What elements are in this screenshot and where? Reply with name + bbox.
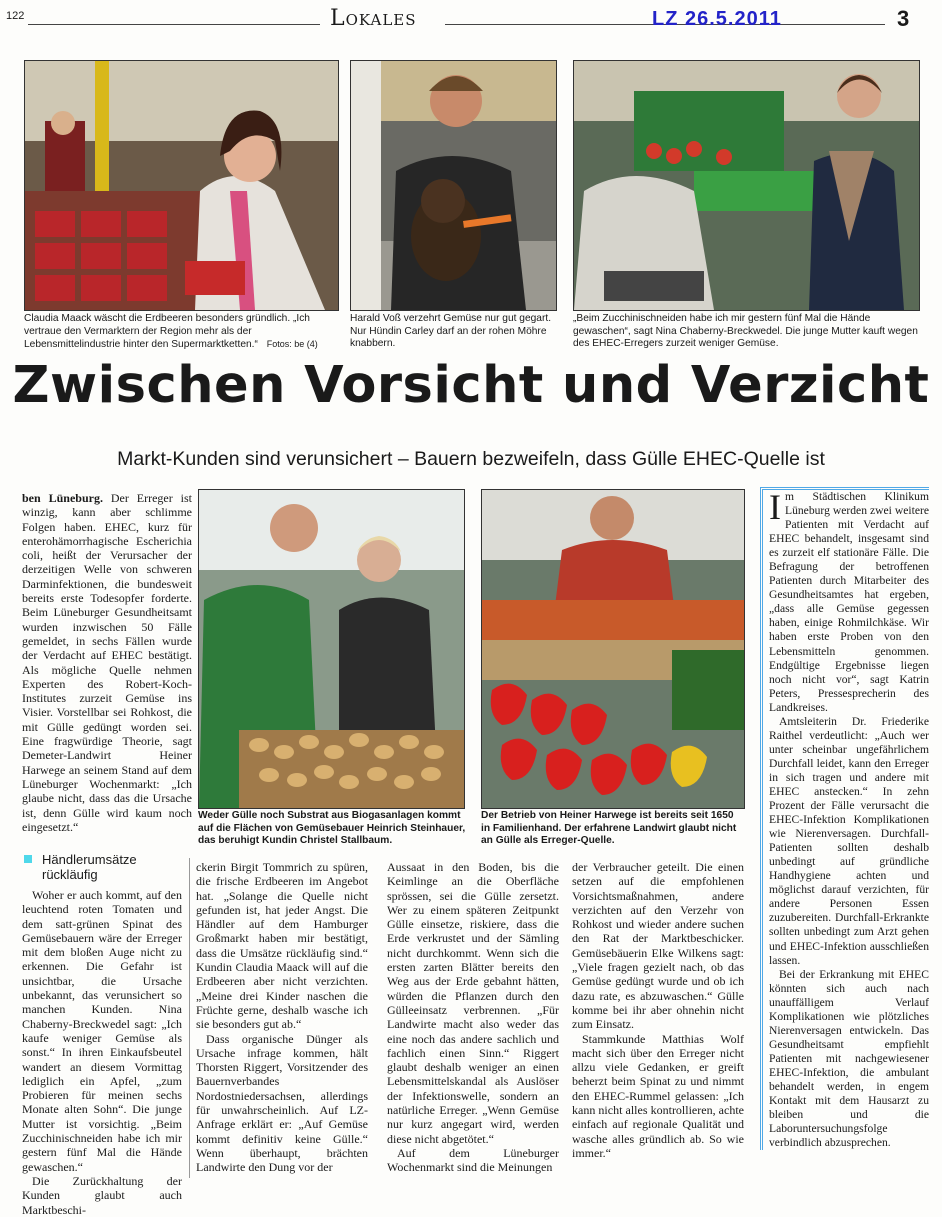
article-column-3 (387, 860, 559, 1175)
column-4-paragraph-2: Stammkunde Matthias Wolf macht sich über den Erreger nicht allzu viele Gedanken, er greift beherzt beim Spinat zu und nimmt den EHEC-Rummel gelassen: „Ich kann nicht alles kontrollieren, achte einfach auf regionale Qualität und wasche alles gründlich ab. So wie immer.“ (572, 1031, 744, 1160)
photo-dog (350, 60, 557, 311)
section-title: Lokales (330, 6, 417, 31)
photo-strawberries (24, 60, 339, 311)
column-1-paragraph-2: Die Zurückhaltung der Kunden glaubt auch Marktbeschi- (22, 1173, 182, 1217)
subheading: Händlerumsätze rückläufig (42, 852, 182, 882)
article-column-1 (22, 846, 182, 1217)
caption-dog: Harald Voß verzehrt Gemüse nur gut gegart. Nur Hündin Carley darf an der rohen Möhre knabbern. (350, 313, 552, 350)
column-3-paragraph-2: Auf dem Lüneburger Wochenmarkt sind die Meinungen (387, 1145, 559, 1175)
info-text-1: m Städtischen Klinikum Lüneburg werden zwei weitere Patienten mit Verdacht auf EHEC behandelt, insgesamt sind es zurzeit elf stationäre Fälle. Die Befragung der betroffenen Patienten durch Mitarbeiter des Gesundheitsamtes hat ergeben, „dass alle Gemüse gegessen haben, einige Rohmilchkäse. Wir haben erste Proben von den Lebensmitteln genommen. Endgültige Ergebnisse liegen noch nicht vor“, sagt Katrin Peters, Pressesprecherin des Landkreises. (769, 490, 929, 714)
caption-potatoes: Weder Gülle noch Substrat aus Biogasanlagen kommt auf die Flächen von Gemüsebauer Heinrich Steinhauer, das beruhigt Kundin Christel Stallbaum. (198, 810, 466, 847)
page-number: 3 (897, 6, 910, 31)
info-text-2: Amtsleiterin Dr. Friederike Raithel verdeutlicht: „Auch wer unter scheinbar ungefährlichem Durchfall leidet, kann den Erreger in sich tragen und andere mit EHEC anstecken.“ In zehn Prozent der Fälle verursacht die EHEC-Infektion Komplikationen wie Nierenversagen. Durchfall-Patienten sollten deshalb unbedingt auf gründliche Handhygiene achten und möglichst darauf verzichten, für andere Personen Essen zuzubereiten. Durchfall-Erkrankte sollten unbedingt zum Arzt gehen und EHEC-Infektion ausschließen lassen. (769, 714, 929, 967)
column-4-paragraph: der Verbraucher geteilt. Die einen setzen auf die empfohlenen Vorsichtsmaßnahmen, andere verzichten auf den Verzehr von Rohkost und wieder andere suchen den Rat der Marktbeschicker. Gemüsebäuerin Elke Wilkens sagt: „Viele fragen gezielt nach, ob das Gemüse gedüngt wurde und ob ich dazu rate, es abzuwaschen.“ Gülle komme bei ihr aber ohnehin nicht zum Einsatz. (572, 860, 744, 1032)
photo-peppers (481, 489, 745, 809)
header-rule-left (28, 24, 320, 25)
column-2-paragraph: ckerin Birgit Tommrich zu spüren, die frische Erdbeeren im Angebot hat. „Solange die Quelle nicht gefunden ist, hat jeder Angst. Die Händler auf dem Hamburger Großmarkt haben mir bestätigt, dass die Umsätze rückläufig sind.“ Kundin Claudia Maack will auf die Erdbeeren aber nicht verzichten. „Meine drei Kinder naschen die Früchte gerne, deshalb wasche ich sie besonders gut ab.“ (196, 860, 368, 1032)
article-intro (22, 491, 192, 834)
intro-text: Der Erreger ist winzig, kann aber schlimme Folgen haben. EHEC, kurz für enterohämorrhagische Escherichia coli, heißt der Verursacher der derzeitigen Welle von schweren Darminfektionen, die bundesweit bereits erste Todesopfer forderte. Beim Lüneburger Gesundheitsamt wurden inzwischen 50 Fälle gemeldet, in sechs Fällen wurde der Verdacht auf EHEC bestätigt. Als mögliche Quelle nehmen Experten des Robert-Koch-Institutes zurzeit Gemüse ins Visier. Vorstellbar sei Rohkost, die mit Gülle gedüngt worden sei. Eine fragwürdige Theorie, sagt Demeter-Landwirt Heiner Harwege an seinem Stand auf dem Lüneburger Wochenmarkt: „Ich glaube nicht, dass das die Ursache ist, denn Gülle wird kaum noch eingesetzt.“ (22, 491, 193, 834)
small-page-number: 122 (6, 10, 25, 22)
column-3-paragraph: Aussaat in den Boden, bis die Keimlinge an die Oberfläche sprössen, sei die Gülle zersetzt. Wer zu einem späteren Zeitpunkt Gülle einsetze, riskiere, dass die Erde verkrustet und der Sämling nicht durchkommt. Wenn sich die ersten zarten Blätter bereits den Weg aus der Erde gebahnt hätten, würden die Pflanzen durch den Gülleeinsatz verbrennen. „Für Landwirte macht also weder das eine noch das andere sachlich und fachlich einen Sinn.“ Riggert glaubt deshalb weniger an einen Lebensmittelskandal als Auslöser der Infektionswelle, sondern an natürliche Erreger. „Wenn Gemüse nur kurz angegart wird, werden diese nicht abgetötet.“ (387, 860, 559, 1146)
date-stamp: LZ 26.5.2011 (652, 8, 782, 30)
caption-peppers: Der Betrieb von Heiner Harwege ist bereits seit 1650 in Familienhand. Der erfahrene Landwirt glaubt nicht an Gülle als Erreger-Quelle. (481, 810, 737, 847)
dropcap: I (769, 487, 781, 527)
running-header (0, 6, 942, 36)
subheadline: Markt-Kunden sind verunsichert – Bauern bezweifeln, dass Gülle EHEC-Quelle ist (117, 448, 825, 470)
article-column-2 (196, 860, 368, 1175)
column-divider (189, 858, 190, 1178)
photo-credit: Fotos: be (4) (266, 339, 318, 350)
subheading-bullet-icon (24, 855, 32, 863)
headline: Zwischen Vorsicht und Verzicht (12, 356, 930, 415)
caption-market-stand: „Beim Zucchinischneiden habe ich mir gestern fünf Mal die Hände gewaschen“, sagt Nina Chaberny-Breckwedel. Die junge Mutter kauft wegen des EHEC-Erregers zurzeit weniger Gemüse. (573, 313, 918, 350)
photo-market-stand (573, 60, 920, 311)
caption-strawberries: Claudia Maack wäscht die Erdbeeren besonders gründlich. „Ich vertraue den Vermarktern der Region mehr als der Lebensmittelindustrie hinter den Supermarktketten.“ Fotos: be (4) (24, 313, 318, 351)
photo-potatoes (198, 489, 465, 809)
info-text-3: Bei der Erkrankung mit EHEC könnten sich auch nach unauffälligem Verlauf Komplikationen wie plötzliches Nierenversagen entwickeln. Das Gesundheitsamt empfiehlt Patienten mit nachgewiesener EHEC-Infektion, die ambulant behandelt werden, in engem Kontakt mit dem Hausarzt zu bleiben und die Laboruntersuchungsfolge verbindlich abzusprechen. (769, 967, 929, 1150)
dateline: ben Lüneburg. (22, 491, 103, 505)
column-2-paragraph-2: Dass organische Dünger als Ursache infrage kommen, hält Thorsten Riggert, Vorsitzender des Bauernverbandes Nordostniedersachsen, allerdings für unwahrscheinlich. Auf LZ-Anfrage erklärt er: „Auf Gemüse kommt definitiv keine Gülle.“ Wenn überhaupt, brächten Landwirte den Dung vor der (196, 1031, 368, 1175)
article-column-4 (572, 860, 744, 1160)
column-1-paragraph: Woher er auch kommt, auf den leuchtend roten Tomaten und dem satt-grünen Spinat des Gemüsebauern wäre der Erreger mit dem bloßen Auge nicht zu erkennen. Die Gefahr ist unsichtbar, die Ursache unbekannt, das verunsichert so manchen Kunden. Nina Chaberny-Breckwedel sagt: „Ich kaufe weniger Gemüse als sonst.“ In ihren Einkaufsbeutel wandert an diesem Vormittag lediglich ein Apfel, „zum Probieren für meinen sechs Monate alten Sohn“. Die junge Mutter ist vorsichtig. „Beim Zucchinischneiden habe ich mir gestern fünf Mal die Hände gewaschen.“ (22, 888, 182, 1174)
info-box-clinic (760, 487, 929, 1150)
